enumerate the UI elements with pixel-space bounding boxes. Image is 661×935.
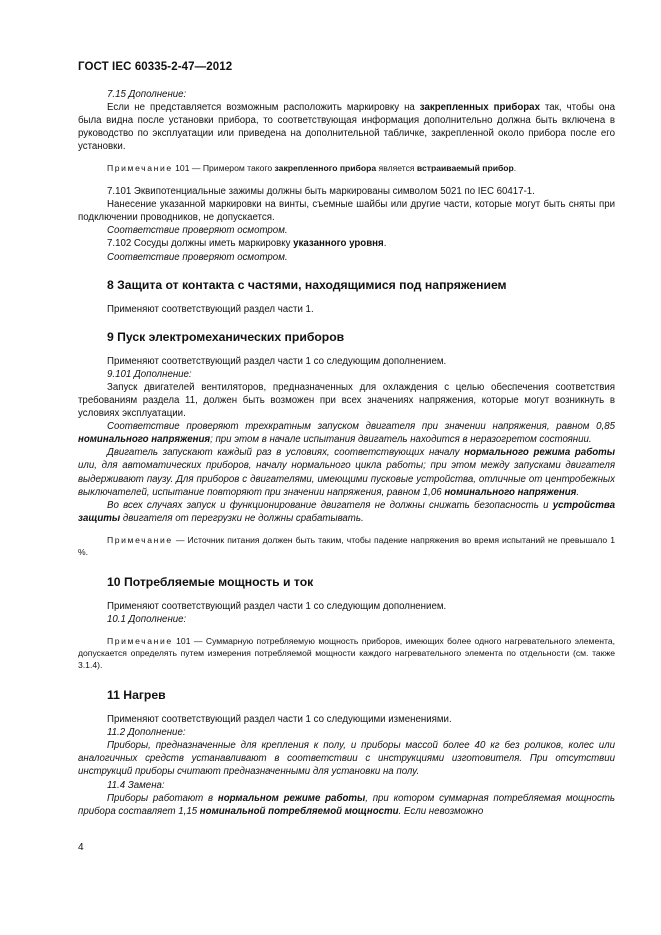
clause-7-101-marking: Нанесение указанной маркировки на винты, съемные шайбы или другие части, которые могут быть сняты при подключении проводников, не допускается. [78,199,615,224]
section-8-text: Применяют соответствующий раздел части 1. [107,303,314,315]
clause-11-4-text: Приборы работают в нормальном режиме работы, при котором суммарная потребляемая мощность прибора составляет 1,15 номинальной потребляемой мощности. Если невозможно [78,792,615,817]
note-9: Примечание — Источник питания должен быть таким, чтобы падение напряжения во время испытаний не превышало 1 %. [78,534,615,557]
clause-11-2-label: 11.2 Дополнение: [107,727,186,739]
section-9-heading: 9 Пуск электромеханических приборов [107,329,345,344]
section-11-heading: 11 Нагрев [107,688,166,703]
standard-header: ГОСТ IEC 60335-2-47—2012 [78,61,233,73]
clause-7-102-check: Соответствие проверяют осмотром. [107,251,288,263]
page-number: 4 [78,842,84,853]
section-10-heading: 10 Потребляемые мощность и ток [107,575,314,590]
note-7-15: Примечание 101 — Примером такого закрепленного прибора является встраиваемый прибор. [107,163,517,174]
section-8-heading: 8 Защита от контакта с частями, находящимися под напряжением [107,277,507,292]
clause-7-101-check: Соответствие проверяют осмотром. [107,225,288,237]
clause-10-1-label: 10.1 Дополнение: [107,614,187,626]
clause-9-101-p3: Двигатель запускают каждый раз в условиях, соответствующих началу нормального режима работы или, для автоматических приборов, началу нормального цикла работы; при этом между запусками двигателя выдерживают паузу. Для приборов с двигателями, имеющими пусковые устройства, отличные от центробежных выключателей, испытание повторяют при значении напряжения, равном 1,06 номинального напряжения. [78,447,615,498]
clause-7-15-label: 7.15 Дополнение: [107,89,187,100]
page-content [78,88,615,818]
note-10: Примечание 101 — Суммарную потребляемую мощность приборов, имеющих более одного нагревательного элемента, допускается определять путем измерения потребляемой мощности каждого нагревательного элемента по отдельности (см. также 3.1.4). [78,636,615,670]
clause-11-2-text: Приборы, предназначенные для крепления к полу, и приборы массой более 40 кг без роликов, колес или аналогичных средств устанавливают в соответствии с инструкциями изготовителя. При отсутствии инструкций приборы считают предназначенными для установки на полу. [78,740,615,778]
clause-7-15-text: Если не представляется возможным расположить маркировку на закрепленных приборах так, чтобы она была видна после установки прибора, то соответствующая информация дополнительно должна быть включена в руководство по эксплуатации или приведена на дополнительной табличке, закрепленной около прибора после его установки. [78,102,615,153]
clause-9-101-label: 9.101 Дополнение: [107,368,192,380]
clause-9-101-p4: Во всех случаях запуск и функционирование двигателя не должны снижать безопасность и устройства защиты двигателя от перегрузки не должны срабатывать. [78,499,615,524]
clause-7-102: 7.102 Сосуды должны иметь маркировку указанного уровня. [107,238,387,250]
clause-9-101-p1: Запуск двигателей вентиляторов, предназначенных для охлаждения с целью обеспечения соответствия требованиям раздела 11, должен быть возможен при всех значениях напряжения, которые могут возникнуть в условиях эксплуатации. [78,381,615,420]
section-11-intro: Применяют соответствующий раздел части 1 со следующими изменениями. [107,714,452,726]
section-10-intro: Применяют соответствующий раздел части 1 со следующим дополнением. [107,601,447,613]
clause-11-4-label: 11.4 Замена: [107,779,165,791]
clause-7-101: 7.101 Эквипотенциальные зажимы должны быть маркированы символом 5021 по IEC 60417-1. [107,186,535,198]
section-9-intro: Применяют соответствующий раздел части 1 со следующим дополнением. [107,355,447,367]
clause-9-101-p2: Соответствие проверяют трехкратным запуском двигателя при значении напряжения, равном 0,85 номинального напряжения; при этом в начале испытания двигатель находится в неразогретом состоянии. [78,421,615,446]
